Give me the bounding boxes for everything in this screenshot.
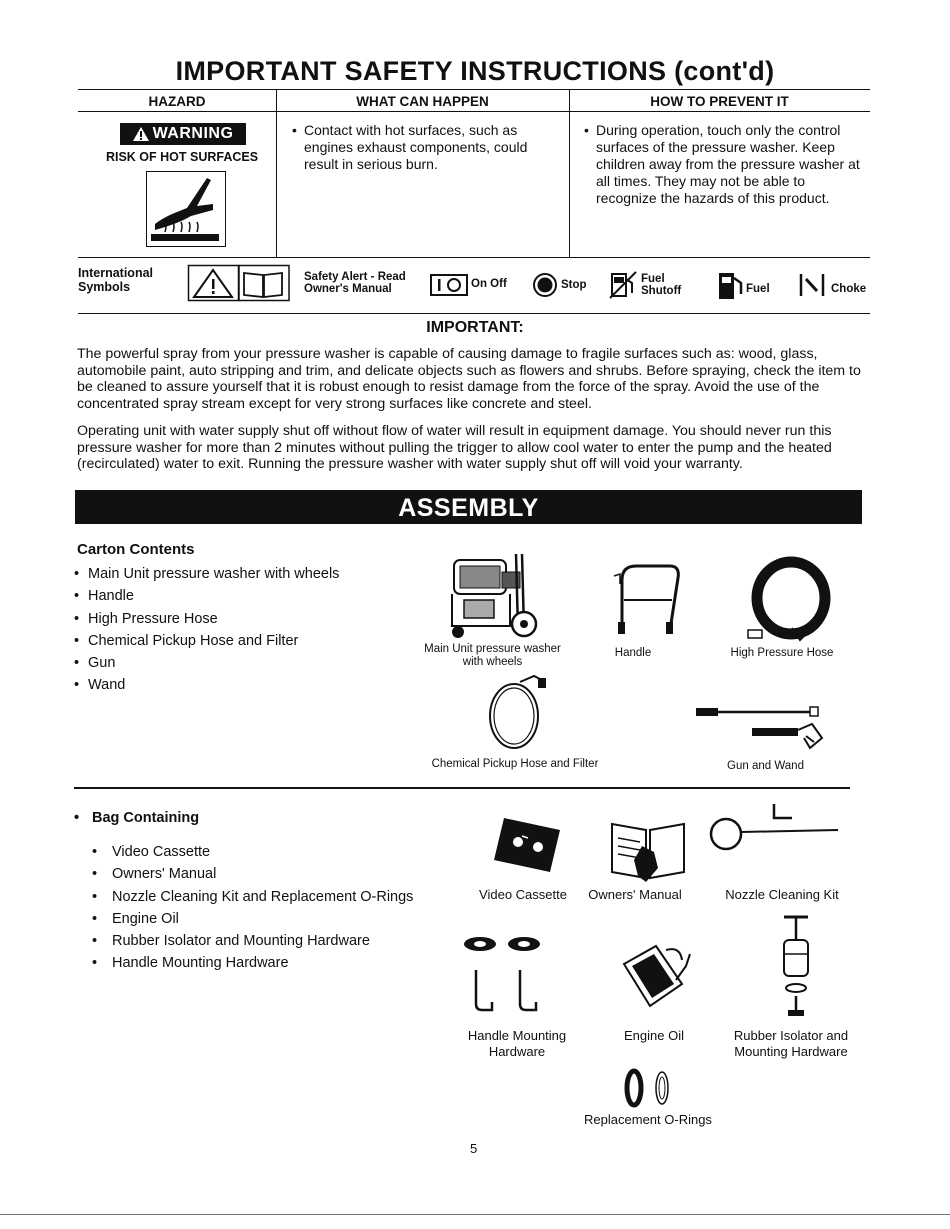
on-off-label: On Off bbox=[471, 278, 507, 290]
gun-and-wand-illustration bbox=[694, 702, 824, 752]
list-item: • Handle Mounting Hardware bbox=[92, 952, 413, 974]
nozzle-cleaning-kit-illustration bbox=[706, 804, 842, 854]
fuel-shutoff-line1: Fuel bbox=[641, 273, 665, 285]
safety-alert-line2: Owner's Manual bbox=[304, 283, 392, 295]
stop-icon bbox=[533, 273, 557, 297]
bag-containing-heading bbox=[74, 807, 199, 829]
rubber-isolator-illustration bbox=[776, 914, 816, 1018]
choke-icon bbox=[798, 272, 826, 298]
carton-contents-list bbox=[74, 563, 339, 697]
alert-triangle-icon bbox=[133, 127, 149, 141]
fuel-icon bbox=[718, 270, 744, 300]
engine-oil-caption: Engine Oil bbox=[624, 1028, 684, 1043]
main-unit-caption-line2: with wheels bbox=[462, 656, 523, 668]
isolator-caption-line1: Rubber Isolator and bbox=[733, 1028, 849, 1043]
stop-label: Stop bbox=[561, 279, 587, 291]
chemical-pickup-hose-illustration bbox=[480, 676, 550, 756]
table-bottom-rule bbox=[78, 257, 870, 258]
handle-mounting-hardware-illustration bbox=[460, 934, 560, 1016]
engine-oil-bottle-illustration bbox=[620, 944, 696, 1010]
main-unit-caption-line1: Main Unit pressure washer bbox=[424, 643, 561, 655]
section-rule bbox=[74, 787, 850, 789]
fuel-shutoff-label bbox=[641, 273, 681, 297]
hot-surface-icon bbox=[146, 171, 226, 247]
page-title: IMPORTANT SAFETY INSTRUCTIONS (cont'd) bbox=[175, 56, 775, 86]
nozzle-cleaning-kit-caption: Nozzle Cleaning Kit bbox=[725, 887, 839, 902]
gun-and-wand-caption: Gun and Wand bbox=[727, 760, 804, 772]
list-item: • Contact with hot surfaces, such as engines exhaust components, could result in serious burn. bbox=[304, 122, 560, 173]
symbols-label-line1: International bbox=[78, 266, 154, 280]
page-bottom-rule bbox=[0, 1214, 950, 1215]
how-to-prevent-cell bbox=[582, 122, 868, 207]
replacement-o-rings-illustration bbox=[622, 1066, 682, 1110]
owners-manual-illustration bbox=[608, 816, 688, 884]
column-header-hazard: HAZARD bbox=[148, 94, 206, 109]
handle-illustration bbox=[612, 560, 684, 636]
hazard-name: RISK OF HOT SURFACES bbox=[105, 150, 259, 164]
handle-mounting-hardware-caption bbox=[452, 1028, 582, 1060]
important-heading: IMPORTANT: bbox=[426, 319, 524, 336]
video-cassette-caption: Video Cassette bbox=[479, 887, 567, 902]
what-can-happen-cell bbox=[290, 122, 560, 173]
main-unit-pressure-washer-illustration bbox=[440, 550, 548, 642]
header-rule bbox=[78, 111, 870, 112]
symbols-label-line2: Symbols bbox=[78, 280, 131, 294]
important-paragraph-1: The powerful spray from your pressure washer is capable of causing damage to fragile surfaces such as: wood, glass, automobile paint, auto stripping and trim, and delicate objects such as flowers and shrubs. Before spraying, check the item to be cleaned to assure yourself that it is robust enough to resist damage from the force of the spray. Avoid the use of the concentrated spray stream except for very strong surfaces like concrete and steel. bbox=[77, 346, 861, 412]
on-off-icon bbox=[430, 274, 468, 296]
column-divider bbox=[569, 89, 570, 257]
list-item: • Video Cassette bbox=[92, 841, 413, 863]
safety-alert-line1: Safety Alert - Read bbox=[304, 271, 406, 283]
symbols-rule bbox=[78, 313, 870, 314]
list-item: • Handle bbox=[74, 585, 339, 607]
fuel-shutoff-line2: Shutoff bbox=[641, 285, 682, 297]
list-item: • High Pressure Hose bbox=[74, 608, 339, 630]
isolator-caption-line2: Mounting Hardware bbox=[734, 1044, 848, 1059]
list-item: • Wand bbox=[74, 674, 339, 696]
list-item: • Owners' Manual bbox=[92, 863, 413, 885]
column-divider bbox=[276, 89, 277, 257]
rubber-isolator-caption bbox=[716, 1028, 866, 1060]
bag-contents-list bbox=[92, 841, 413, 975]
handle-hw-caption-line2: Hardware bbox=[488, 1044, 546, 1059]
list-item: • Gun bbox=[74, 652, 339, 674]
safety-alert-icon bbox=[188, 265, 290, 301]
list-item: • Rubber Isolator and Mounting Hardware bbox=[92, 930, 413, 952]
symbols-label bbox=[78, 266, 153, 294]
list-item: • Engine Oil bbox=[92, 908, 413, 930]
choke-label: Choke bbox=[831, 283, 867, 295]
page-number: 5 bbox=[470, 1141, 478, 1156]
warning-badge bbox=[120, 123, 246, 145]
handle-caption: Handle bbox=[614, 647, 652, 659]
table-top-rule bbox=[78, 89, 870, 90]
safety-alert-label bbox=[304, 271, 406, 295]
high-pressure-hose-illustration bbox=[742, 556, 832, 644]
warning-label: WARNING bbox=[152, 125, 234, 142]
list-item: • Main Unit pressure washer with wheels bbox=[74, 563, 339, 585]
fuel-shutoff-icon bbox=[610, 271, 638, 299]
video-cassette-illustration bbox=[492, 816, 562, 874]
list-item: • Nozzle Cleaning Kit and Replacement O-Rings bbox=[92, 886, 413, 908]
column-header-how-to-prevent: HOW TO PREVENT IT bbox=[650, 94, 789, 109]
bag-title: • Bag Containing bbox=[74, 807, 199, 829]
main-unit-caption bbox=[400, 643, 585, 669]
important-paragraph-2: Operating unit with water supply shut off without flow of water will result in equipment damage. You should never run this pressure washer for more than 2 minutes without pulling the trigger to allow cool water to enter the pump and the heated (recirculated) water to exit. Running the pressure washer with water supply shut off will void your warranty. bbox=[77, 423, 832, 472]
owners-manual-caption: Owners' Manual bbox=[588, 887, 682, 902]
column-header-what-can-happen: WHAT CAN HAPPEN bbox=[356, 94, 489, 109]
fuel-label: Fuel bbox=[746, 283, 770, 295]
assembly-banner: ASSEMBLY bbox=[75, 490, 862, 524]
list-item: • During operation, touch only the control surfaces of the pressure washer. Keep children away from the pressure washer at all times. They may not be able to recognize the hazards of this product. bbox=[596, 122, 868, 207]
handle-hw-caption-line1: Handle Mounting bbox=[467, 1028, 567, 1043]
replacement-o-rings-caption: Replacement O-Rings bbox=[584, 1112, 712, 1127]
list-item: • Chemical Pickup Hose and Filter bbox=[74, 630, 339, 652]
high-pressure-hose-caption: High Pressure Hose bbox=[730, 647, 834, 659]
chemical-hose-caption: Chemical Pickup Hose and Filter bbox=[431, 758, 599, 770]
carton-contents-title: Carton Contents bbox=[77, 541, 195, 558]
